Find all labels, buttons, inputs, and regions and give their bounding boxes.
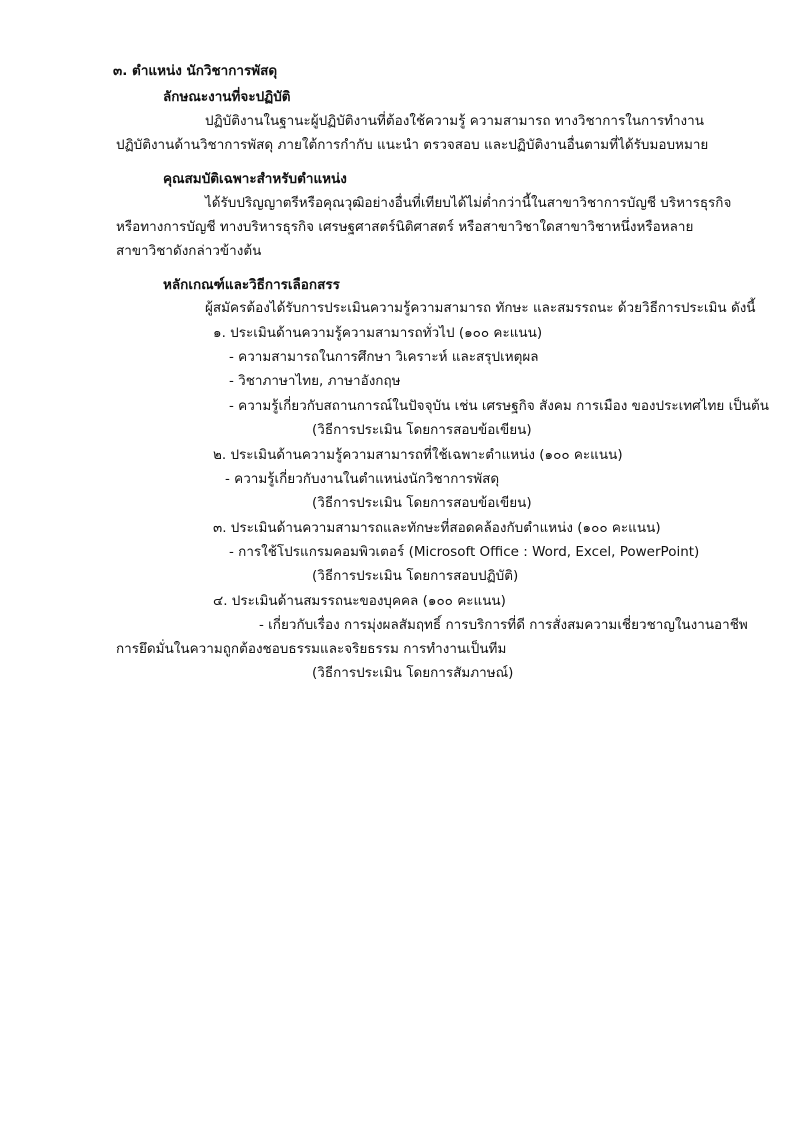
criterion-method: (วิธีการประเมิน โดยการสอบข้อเขียน) <box>312 422 532 438</box>
criterion-title: ๔. ประเมินด้านสมรรถนะของบุคคล (๑๐๐ คะแนน) <box>213 593 506 609</box>
criterion-title: ๑. ประเมินด้านความรู้ความสามารถทั่วไป (๑๐๐ คะแนน) <box>213 325 543 341</box>
criterion-sub-item: - ความรู้เกี่ยวกับงานในตำแหน่งนักวิชาการพัสดุ <box>225 471 500 487</box>
criterion-sub-item: - การใช้โปรแกรมคอมพิวเตอร์ (Microsoft Office : Word, Excel, PowerPoint) <box>229 544 700 560</box>
criterion-title: ๒. ประเมินด้านความรู้ความสามารถที่ใช้เฉพาะตำแหน่ง (๑๐๐ คะแนน) <box>213 447 623 463</box>
criterion-sub-item: - ความรู้เกี่ยวกับสถานการณ์ในปัจจุบัน เช่น เศรษฐกิจ สังคม การเมือง ของประเทศไทย เป็นต้น <box>229 398 769 414</box>
criterion-method: (วิธีการประเมิน โดยการสัมภาษณ์) <box>312 665 514 681</box>
selection-intro: ผู้สมัครต้องได้รับการประเมินความรู้ความสามารถ ทักษะ และสมรรถนะ ด้วยวิธีการประเมิน ดังนี้ <box>205 300 756 316</box>
selection-heading: หลักเกณฑ์และวิธีการเลือกสรร <box>163 277 340 293</box>
criterion-sub-item: - เกี่ยวกับเรื่อง การมุ่งผลสัมฤทธิ์ การบริการที่ดี การสั่งสมความเชี่ยวชาญในงานอาชีพ <box>259 617 748 633</box>
position-title: ๓. ตำแหน่ง นักวิชาการพัสดุ <box>113 63 278 79</box>
criterion-sub-item: - ความสามารถในการศึกษา วิเคราะห์ และสรุปเหตุผล <box>229 349 539 365</box>
criterion-sub-item: - วิชาภาษาไทย, ภาษาอังกฤษ <box>229 373 401 389</box>
qualification-line: ได้รับปริญญาตรีหรือคุณวุฒิอย่างอื่นที่เทียบได้ไม่ต่ำกว่านี้ในสาขาวิชาการบัญชี บริหารธุรกิจ <box>205 195 732 211</box>
criterion-title: ๓. ประเมินด้านความสามารถและทักษะที่สอดคล้องกับตำแหน่ง (๑๐๐ คะแนน) <box>213 520 661 536</box>
job-nature-line: ปฏิบัติงานในฐานะผู้ปฏิบัติงานที่ต้องใช้ความรู้ ความสามารถ ทางวิชาการในการทำงาน <box>205 113 704 129</box>
criterion-method: (วิธีการประเมิน โดยการสอบปฏิบัติ) <box>312 568 519 584</box>
qualification-heading: คุณสมบัติเฉพาะสำหรับตำแหน่ง <box>163 171 347 187</box>
criterion-sub-item: การยึดมั่นในความถูกต้องชอบธรรมและจริยธรรม การทำงานเป็นทีม <box>116 641 507 657</box>
qualification-line: สาขาวิชาดังกล่าวข้างต้น <box>116 243 262 259</box>
criterion-method: (วิธีการประเมิน โดยการสอบข้อเขียน) <box>312 495 532 511</box>
qualification-line: หรือทางการบัญชี ทางบริหารธุรกิจ เศรษฐศาสตร์นิติศาสตร์ หรือสาขาวิชาใดสาขาวิชาหนึ่งหรือหลาย <box>116 219 694 235</box>
job-nature-line: ปฏิบัติงานด้านวิชาการพัสดุ ภายใต้การกำกับ แนะนำ ตรวจสอบ และปฏิบัติงานอื่นตามที่ได้รับมอบหมาย <box>116 137 709 153</box>
job-nature-heading: ลักษณะงานที่จะปฏิบัติ <box>163 89 291 105</box>
